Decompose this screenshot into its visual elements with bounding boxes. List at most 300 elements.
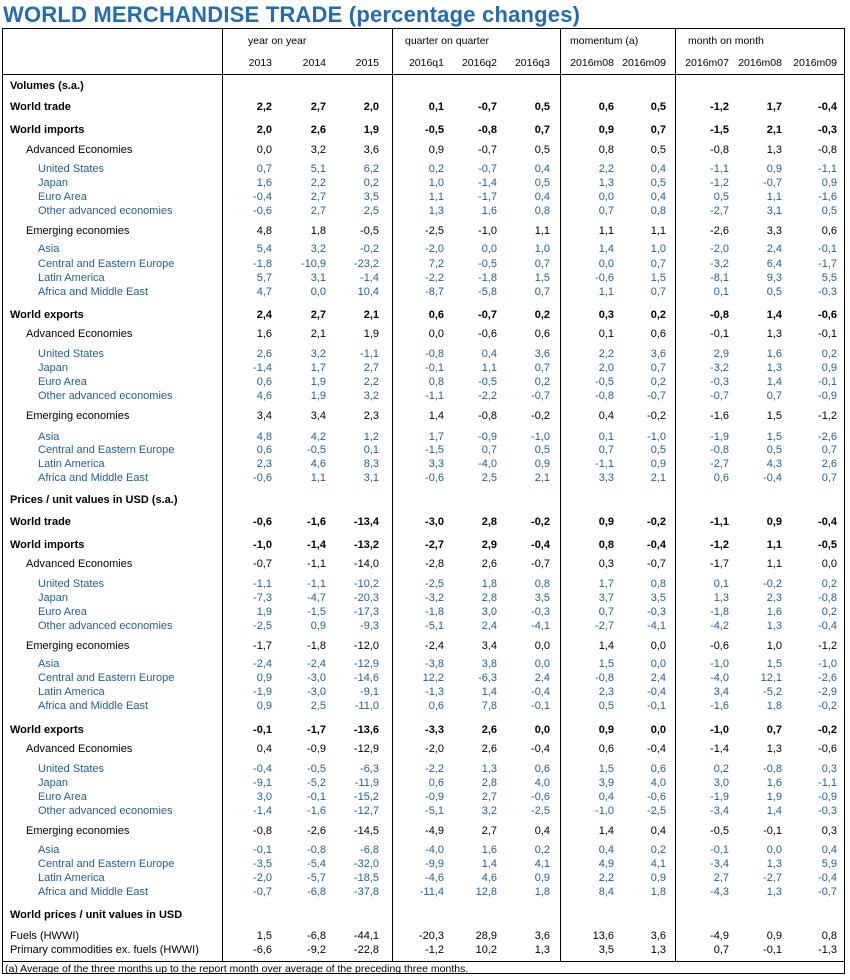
table-cell: -2,4 — [307, 658, 326, 670]
table-cell: 0,7 — [821, 444, 837, 456]
table-cell: 0,0 — [598, 258, 614, 270]
table-cell: -14,5 — [353, 825, 379, 837]
table-cell: -0,1 — [818, 243, 837, 255]
table-cell: 0,4 — [821, 844, 837, 856]
table-cell: -6,3 — [360, 763, 379, 775]
table-cell: 2,4 — [766, 243, 782, 255]
table-cell: 0,4 — [598, 791, 614, 803]
table-cell: 2,4 — [534, 672, 550, 684]
table-cell: 5,9 — [821, 858, 837, 870]
table-cell: -13,4 — [353, 516, 379, 528]
table-cell: 2,3 — [766, 592, 782, 604]
table-cell: -1,1 — [710, 516, 729, 528]
table-cell: -1,6 — [307, 516, 326, 528]
table-cell: 0,9 — [256, 672, 272, 684]
table-cell: 1,4 — [766, 805, 782, 817]
table-cell: 2,3 — [363, 410, 379, 422]
table-cell: -6,6 — [253, 944, 272, 956]
row-label: Japan — [38, 592, 68, 604]
table-cell: -0,8 — [425, 348, 444, 360]
table-cell: -2,0 — [425, 743, 444, 755]
table-cell: -3,4 — [710, 858, 729, 870]
table-cell: 3,6 — [650, 930, 666, 942]
table-cell: -0,9 — [818, 791, 837, 803]
table-cell: 0,8 — [534, 578, 550, 590]
table-cell: -3,2 — [425, 592, 444, 604]
table-cell: -3,0 — [307, 686, 326, 698]
table-cell: 0,2 — [363, 177, 379, 189]
table-cell: -2,7 — [595, 620, 614, 632]
row-label: Japan — [38, 777, 68, 789]
table-cell: -10,9 — [300, 258, 326, 270]
table-cell: -22,8 — [353, 944, 379, 956]
table-cell: 4,9 — [598, 858, 614, 870]
table-cell: -12,0 — [353, 640, 379, 652]
table-cell: 0,1 — [363, 444, 379, 456]
row-label: World exports — [10, 309, 84, 321]
table-cell: -2,7 — [710, 458, 729, 470]
table-cell: -23,2 — [353, 258, 379, 270]
table-cell: -14,6 — [353, 672, 379, 684]
table-cell: 0,1 — [428, 101, 444, 113]
table-cell: -1,0 — [710, 724, 729, 736]
table-cell: 4,7 — [256, 286, 272, 298]
table-cell: 0,0 — [256, 144, 272, 156]
table-cell: -0,2 — [647, 410, 666, 422]
table-cell: -0,9 — [818, 390, 837, 402]
table-cell: 0,2 — [650, 309, 666, 321]
table-cell: 3,3 — [766, 225, 782, 237]
row-label: Asia — [38, 243, 60, 255]
table-cell: 2,4 — [256, 309, 272, 321]
table-cell: 2,2 — [363, 376, 379, 388]
table-cell: 1,9 — [310, 390, 326, 402]
table-cell: 10,2 — [475, 944, 497, 956]
table-cell: -1,2 — [818, 640, 837, 652]
table-cell: -1,4 — [307, 539, 326, 551]
table-cell: 1,3 — [766, 620, 782, 632]
table-cell: 3,4 — [713, 686, 729, 698]
row-label: Emerging economies — [26, 225, 130, 237]
table-cell: -5,1 — [425, 805, 444, 817]
table-cell: 0,5 — [650, 101, 666, 113]
table-cell: -1,9 — [253, 686, 272, 698]
table-cell: -2,5 — [531, 805, 550, 817]
table-cell: -0,5 — [595, 376, 614, 388]
table-cell: 3,8 — [481, 658, 497, 670]
table-cell: 0,9 — [256, 700, 272, 712]
table-cell: -12,9 — [353, 658, 379, 670]
table-cell: -1,0 — [710, 658, 729, 670]
row-label: Other advanced economies — [38, 620, 173, 632]
row-label: Euro Area — [38, 376, 87, 388]
table-cell: 2,1 — [650, 472, 666, 484]
table-cell: 0,5 — [650, 177, 666, 189]
table-cell: -1,8 — [710, 606, 729, 618]
table-cell: -1,2 — [818, 410, 837, 422]
row-label: World trade — [10, 101, 71, 113]
table-cell: 1,6 — [256, 328, 272, 340]
table-cell: 1,4 — [598, 243, 614, 255]
table-cell: 2,2 — [598, 872, 614, 884]
table-cell: -0,7 — [647, 390, 666, 402]
table-cell: 1,1 — [481, 362, 497, 374]
table-cell: 4,8 — [256, 225, 272, 237]
table-cell: -0,4 — [647, 743, 666, 755]
table-cell: -0,8 — [818, 592, 837, 604]
table-cell: 0,4 — [534, 825, 550, 837]
table-cell: 2,7 — [363, 362, 379, 374]
table-cell: 0,7 — [534, 258, 550, 270]
table-cell: -0,4 — [647, 539, 666, 551]
table-cell: 1,5 — [256, 930, 272, 942]
table-cell: -0,4 — [531, 539, 550, 551]
table-cell: -3,3 — [425, 724, 444, 736]
table-cell: 0,7 — [650, 362, 666, 374]
table-cell: -1,6 — [710, 700, 729, 712]
table-cell: 2,6 — [821, 458, 837, 470]
table-cell: -0,8 — [253, 825, 272, 837]
row-label: Other advanced economies — [38, 805, 173, 817]
table-cell: 1,7 — [428, 431, 444, 443]
table-cell: 2,7 — [310, 191, 326, 203]
table-cell: 0,5 — [650, 144, 666, 156]
table-cell: -0,2 — [647, 516, 666, 528]
table-cell: 0,9 — [534, 458, 550, 470]
table-cell: 4,6 — [310, 458, 326, 470]
table-cell: 2,8 — [481, 592, 497, 604]
table-cell: -4,9 — [710, 930, 729, 942]
table-cell: 0,3 — [598, 309, 614, 321]
column-header: 2016m08 — [738, 57, 782, 69]
table-cell: 1,3 — [766, 858, 782, 870]
table-cell: -1,0 — [478, 225, 497, 237]
table-cell: 3,6 — [534, 930, 550, 942]
table-cell: -1,0 — [647, 431, 666, 443]
table-cell: 1,3 — [598, 177, 614, 189]
table-cell: 0,9 — [766, 930, 782, 942]
table-cell: -0,8 — [818, 144, 837, 156]
table-cell: 0,0 — [650, 658, 666, 670]
column-header: 2013 — [248, 57, 272, 69]
table-cell: 3,4 — [256, 410, 272, 422]
table-cell: -0,1 — [647, 700, 666, 712]
row-label: Latin America — [38, 686, 105, 698]
table-cell: -3,4 — [710, 805, 729, 817]
table-cell: 1,3 — [650, 944, 666, 956]
table-cell: 1,5 — [766, 431, 782, 443]
table-cell: -1,9 — [710, 791, 729, 803]
table-cell: -2,0 — [253, 872, 272, 884]
table-cell: -0,4 — [818, 101, 837, 113]
table-cell: 0,7 — [598, 606, 614, 618]
table-cell: -1,4 — [253, 362, 272, 374]
table-cell: -2,7 — [425, 539, 444, 551]
table-cell: 2,6 — [310, 124, 326, 136]
table-cell: -11,4 — [419, 886, 444, 898]
table-cell: 4,1 — [650, 858, 666, 870]
table-cell: -0,3 — [818, 286, 837, 298]
table-cell: 0,9 — [598, 724, 614, 736]
table-cell: -6,8 — [307, 930, 326, 942]
table-cell: 10,4 — [357, 286, 379, 298]
table-cell: -11,0 — [354, 700, 379, 712]
table-cell: 0,9 — [534, 872, 550, 884]
table-cell: -1,0 — [531, 431, 550, 443]
row-label: Japan — [38, 177, 68, 189]
table-cell: 1,4 — [481, 686, 497, 698]
table-cell: -4,9 — [425, 825, 444, 837]
table-cell: 1,1 — [534, 225, 550, 237]
table-cell: -1,6 — [818, 191, 837, 203]
table-cell: 1,1 — [650, 225, 666, 237]
table-cell: 0,3 — [598, 558, 614, 570]
table-cell: -0,7 — [253, 558, 272, 570]
table-cell: 1,6 — [481, 205, 497, 217]
table-cell: -0,5 — [478, 376, 497, 388]
table-cell: 0,6 — [598, 743, 614, 755]
table-cell: 1,1 — [598, 225, 614, 237]
table-cell: 1,3 — [766, 144, 782, 156]
table-cell: 13,6 — [592, 930, 614, 942]
table-cell: 0,9 — [310, 620, 326, 632]
table-cell: -0,8 — [763, 763, 782, 775]
table-cell: 4,0 — [650, 777, 666, 789]
table-cell: 0,4 — [256, 743, 272, 755]
table-cell: -1,2 — [710, 101, 729, 113]
column-divider — [675, 28, 676, 962]
table-cell: 0,2 — [650, 844, 666, 856]
table-cell: -9,1 — [253, 777, 272, 789]
table-cell: -0,9 — [425, 791, 444, 803]
row-label: World imports — [10, 539, 85, 551]
table-cell: 0,5 — [534, 177, 550, 189]
row-label: Africa and Middle East — [38, 700, 149, 712]
table-cell: 0,3 — [821, 825, 837, 837]
table-cell: -12,7 — [353, 805, 379, 817]
table-cell: 0,6 — [713, 472, 729, 484]
table-cell: -0,6 — [478, 328, 497, 340]
table-cell: 0,7 — [534, 362, 550, 374]
table-cell: -1,7 — [253, 640, 272, 652]
table-cell: 0,4 — [650, 191, 666, 203]
row-label: United States — [38, 763, 105, 775]
table-cell: -0,6 — [818, 743, 837, 755]
table-cell: 2,5 — [363, 205, 379, 217]
table-cell: -6,3 — [478, 672, 497, 684]
table-cell: 2,2 — [598, 163, 614, 175]
table-cell: -0,5 — [478, 258, 497, 270]
table-cell: 3,0 — [713, 777, 729, 789]
row-label: Other advanced economies — [38, 390, 173, 402]
table-cell: -20,3 — [418, 930, 444, 942]
table-cell: -2,4 — [253, 658, 272, 670]
table-cell: -5,2 — [763, 686, 782, 698]
table-cell: 0,5 — [534, 101, 550, 113]
table-cell: 8,3 — [363, 458, 379, 470]
table-cell: -2,7 — [710, 205, 729, 217]
table-cell: 0,5 — [650, 444, 666, 456]
table-cell: 0,6 — [821, 225, 837, 237]
table-cell: 12,8 — [475, 886, 497, 898]
row-divider — [2, 961, 845, 962]
table-cell: 3,2 — [310, 348, 326, 360]
table-cell: 3,5 — [534, 592, 550, 604]
table-cell: -0,7 — [818, 886, 837, 898]
table-cell: -1,7 — [818, 258, 837, 270]
table-cell: -0,5 — [307, 763, 326, 775]
table-cell: 0,7 — [598, 205, 614, 217]
table-cell: -1,8 — [425, 606, 444, 618]
table-cell: -2,6 — [307, 825, 326, 837]
column-header: 2016m09 — [793, 57, 837, 69]
table-cell: -0,4 — [818, 620, 837, 632]
table-cell: -14,0 — [353, 558, 379, 570]
table-cell: -0,6 — [253, 205, 272, 217]
table-cell: -0,1 — [425, 362, 444, 374]
table-cell: 1,7 — [766, 101, 782, 113]
table-cell: -0,3 — [818, 805, 837, 817]
column-divider — [560, 28, 561, 962]
table-cell: -13,6 — [353, 724, 379, 736]
table-cell: 2,6 — [481, 724, 497, 736]
table-cell: 0,8 — [534, 205, 550, 217]
table-cell: -0,2 — [531, 410, 550, 422]
table-cell: 1,8 — [310, 225, 326, 237]
row-label: Prices / unit values in USD (s.a.) — [10, 494, 178, 506]
row-label: Latin America — [38, 872, 105, 884]
table-cell: -1,1 — [425, 390, 444, 402]
table-cell: -4,0 — [478, 458, 497, 470]
table-cell: 2,3 — [256, 458, 272, 470]
table-cell: 2,9 — [713, 348, 729, 360]
table-cell: 0,0 — [534, 658, 550, 670]
row-label: Advanced Economies — [26, 328, 133, 340]
table-cell: 0,2 — [821, 578, 837, 590]
table-cell: 3,6 — [363, 144, 379, 156]
table-cell: 1,4 — [766, 376, 782, 388]
table-cell: -1,1 — [253, 578, 272, 590]
table-cell: 2,3 — [598, 686, 614, 698]
table-cell: 6,4 — [766, 258, 782, 270]
table-cell: -0,1 — [253, 724, 272, 736]
row-label: Advanced Economies — [26, 144, 133, 156]
table-cell: 0,6 — [256, 444, 272, 456]
table-cell: -1,3 — [425, 686, 444, 698]
table-cell: 1,4 — [598, 640, 614, 652]
table-cell: 3,2 — [363, 390, 379, 402]
table-cell: -1,9 — [710, 431, 729, 443]
table-cell: -0,7 — [478, 163, 497, 175]
table-cell: -1,5 — [710, 124, 729, 136]
table-cell: -1,2 — [710, 177, 729, 189]
table-cell: -1,8 — [478, 272, 497, 284]
table-cell: 3,1 — [363, 472, 379, 484]
table-cell: -5,8 — [478, 286, 497, 298]
row-label: Euro Area — [38, 606, 87, 618]
table-cell: -37,8 — [353, 886, 379, 898]
table-cell: 0,9 — [766, 516, 782, 528]
table-cell: 0,0 — [766, 844, 782, 856]
table-cell: 1,8 — [481, 578, 497, 590]
table-cell: 1,6 — [481, 844, 497, 856]
table-cell: -0,8 — [478, 124, 497, 136]
column-header: 2014 — [302, 57, 326, 69]
table-cell: -8,7 — [425, 286, 444, 298]
table-cell: 3,3 — [428, 458, 444, 470]
table-cell: 1,0 — [766, 640, 782, 652]
row-label: Central and Eastern Europe — [38, 672, 175, 684]
table-cell: -1,7 — [307, 724, 326, 736]
table-cell: -4,1 — [531, 620, 550, 632]
column-header: 2016m08 — [570, 57, 614, 69]
table-cell: 2,6 — [481, 743, 497, 755]
table-cell: -5,2 — [307, 777, 326, 789]
table-cell: -1,1 — [360, 348, 379, 360]
table-cell: -7,3 — [253, 592, 272, 604]
table-cell: 1,5 — [598, 763, 614, 775]
row-label: Emerging economies — [26, 640, 130, 652]
table-cell: -8,1 — [710, 272, 729, 284]
table-cell: -0,6 — [595, 272, 614, 284]
table-cell: 4,2 — [310, 431, 326, 443]
table-cell: -20,3 — [353, 592, 379, 604]
row-label: Emerging economies — [26, 410, 130, 422]
table-cell: -0,7 — [478, 144, 497, 156]
table-cell: -0,1 — [253, 844, 272, 856]
table-cell: 0,1 — [713, 578, 729, 590]
table-cell: 8,4 — [598, 886, 614, 898]
table-cell: 1,3 — [766, 743, 782, 755]
row-label: Central and Eastern Europe — [38, 258, 175, 270]
table-cell: -0,4 — [531, 686, 550, 698]
table-cell: -0,4 — [647, 686, 666, 698]
table-cell: -2,2 — [425, 763, 444, 775]
table-cell: 3,6 — [650, 348, 666, 360]
table-cell: 3,2 — [310, 144, 326, 156]
table-cell: -3,5 — [253, 858, 272, 870]
table-cell: 4,0 — [534, 777, 550, 789]
table-cell: -1,1 — [307, 578, 326, 590]
column-divider — [392, 28, 393, 962]
table-cell: 2,0 — [363, 101, 379, 113]
row-label: United States — [38, 578, 105, 590]
table-cell: -1,4 — [710, 743, 729, 755]
table-cell: 2,7 — [310, 101, 326, 113]
table-cell: -0,7 — [531, 390, 550, 402]
table-cell: -0,2 — [531, 516, 550, 528]
table-cell: 0,5 — [598, 700, 614, 712]
table-cell: 3,6 — [534, 348, 550, 360]
row-label: World prices / unit values in USD — [10, 909, 183, 921]
table-cell: -17,3 — [353, 606, 379, 618]
table-cell: 1,4 — [766, 309, 782, 321]
table-cell: 0,3 — [821, 763, 837, 775]
table-cell: 0,0 — [650, 640, 666, 652]
table-cell: -0,2 — [763, 578, 782, 590]
table-cell: -0,4 — [818, 516, 837, 528]
table-cell: 1,8 — [650, 886, 666, 898]
table-cell: 4,3 — [766, 458, 782, 470]
table-cell: 12,2 — [422, 672, 444, 684]
row-label: Other advanced economies — [38, 205, 173, 217]
table-cell: -1,1 — [595, 458, 614, 470]
table-cell: -4,2 — [710, 620, 729, 632]
table-cell: -1,0 — [595, 805, 614, 817]
table-cell: -2,2 — [478, 390, 497, 402]
table-cell: -0,6 — [710, 640, 729, 652]
table-cell: -0,6 — [253, 472, 272, 484]
